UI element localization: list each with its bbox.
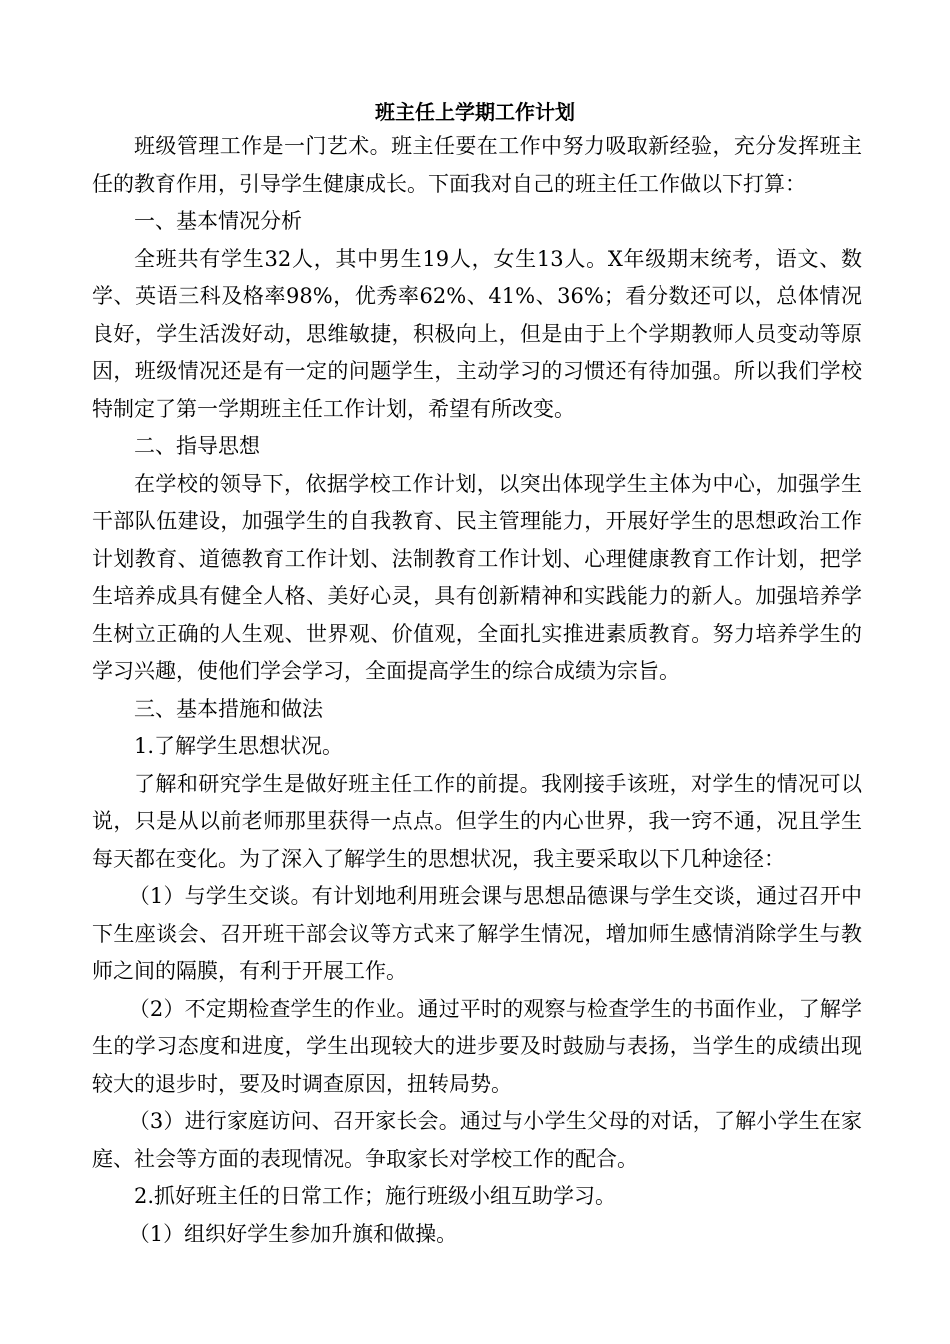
measure-1-paragraph: 了解和研究学生是做好班主任工作的前提。我刚接手该班，对学生的情况可以说，只是从以前老师那里获得一点点。但学生的内心世界，我一窍不通，况且学生每天都在变化。为了深入了解学生的思想状况，我主要采取以下几种途径： (92, 771, 862, 871)
measure-1-item-3: （3）进行家庭访问、召开家长会。通过与小学生父母的对话，了解小学生在家庭、社会等方面的表现情况。争取家长对学校工作的配合。 (92, 1109, 862, 1171)
measure-2-item-1: （1）组织好学生参加升旗和做操。 (128, 1221, 458, 1246)
measure-1-heading: 1.了解学生思想状况。 (134, 734, 344, 758)
section-heading-basic-situation: 一、基本情况分析 (134, 209, 302, 233)
document-body (92, 128, 862, 1253)
measure-2-heading: 2.抓好班主任的日常工作；施行班级小组互助学习。 (134, 1184, 617, 1208)
basic-situation-paragraph: 全班共有学生32人，其中男生19人，女生13人。X年级期末统考，语文、数学、英语三科及格率98%，优秀率62%、41%、36%；看分数还可以，总体情况良好，学生活泼好动，思维敏捷，积极向上，但是由于上个学期教师人员变动等原因，班级情况还是有一定的问题学生，主动学习的习惯还有待加强。所以我们学校特制定了第一学期班主任工作计划，希望有所改变。 (92, 246, 862, 421)
document-title: 班主任上学期工作计划 (375, 100, 575, 124)
section-heading-measures: 三、基本措施和做法 (134, 696, 323, 721)
measure-1-item-2: （2）不定期检查学生的作业。通过平时的观察与检查学生的书面作业，了解学生的学习态度和进度，学生出现较大的进步要及时鼓励与表扬，当学生的成绩出现较大的退步时，要及时调查原因，扭转局势。 (92, 996, 862, 1096)
section-heading-guiding-thought: 二、指导思想 (134, 434, 260, 458)
intro-paragraph: 班级管理工作是一门艺术。班主任要在工作中努力吸取新经验，充分发挥班主任的教育作用，引导学生健康成长。下面我对自己的班主任工作做以下打算： (92, 134, 862, 196)
guiding-thought-paragraph: 在学校的领导下，依据学校工作计划，以突出体现学生主体为中心，加强学生干部队伍建设，加强学生的自我教育、民主管理能力，开展好学生的思想政治工作计划教育、道德教育工作计划、法制教育工作计划、心理健康教育工作计划，把学生培养成具有健全人格、美好心灵，具有创新精神和实践能力的新人。加强培养学生树立正确的人生观、世界观、价值观，全面扎实推进素质教育。努力培养学生的学习兴趣，使他们学会学习，全面提高学生的综合成绩为宗旨。 (92, 471, 862, 683)
measure-1-item-1: （1）与学生交谈。有计划地利用班会课与思想品德课与学生交谈，通过召开中下生座谈会、召开班干部会议等方式来了解学生情况，增加师生感情消除学生与教师之间的隔膜，有利于开展工作。 (92, 884, 862, 983)
